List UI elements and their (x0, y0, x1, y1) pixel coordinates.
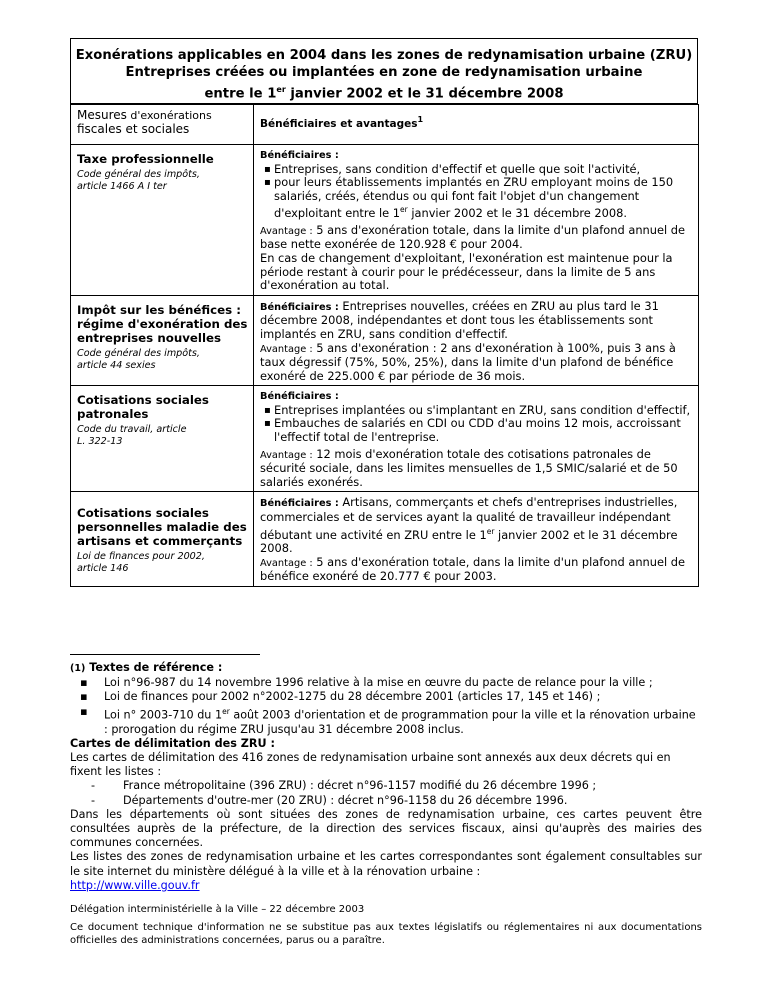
row-2-avantage-text: 5 ans d'exonération : 2 ans d'exonération à 100%, puis 3 ans à taux dégressif (75%, 50%, 25%), dans la limite d'un plafond de bénéfice exonéré de 225.000 € par période de 36 mois. (260, 340, 676, 383)
title-line-2: Entreprises créées ou implantées en zone de redynamisation urbaine (125, 65, 643, 80)
header-mesures (71, 105, 254, 145)
texte-3-sup: er (222, 706, 230, 716)
header-left-b: d'exonérations (126, 109, 212, 122)
row-4-reference: Loi de finances pour 2002, article 146 (77, 551, 205, 575)
row-1-bullets (260, 163, 693, 221)
texte-3a: Loi n° 2003-710 du 1 (104, 708, 223, 722)
row-3-reference: Code du travail, article L. 322-13 (77, 424, 187, 448)
row-1-bullet-2a: pour leurs établissements implantés en ZRU employant moins de 150 salariés, créés, étendus ou qui font fait l'objet d'un changement d'exploitant entre le 1 (274, 175, 674, 221)
row-4-beneficiaires-sup: er (486, 526, 495, 536)
ville-url-link[interactable]: http://www.ville.gouv.fr (70, 878, 200, 892)
exonerations-table (70, 104, 699, 587)
delegation-line: Délégation interministérielle à la Ville – 22 décembre 2003 (70, 903, 365, 915)
row-2-measure: Impôt sur les bénéfices : régime d'exonération des entreprises nouvelles (77, 302, 248, 345)
header-left-c: fiscales et sociales (77, 121, 190, 136)
row-3-detail (254, 386, 699, 492)
row-1-avantage-label: Avantage : (260, 225, 313, 237)
row-3-beneficiaires-label: Bénéficiaires : (260, 391, 339, 403)
row-3-bullets (260, 404, 693, 445)
row-1-avantage (260, 224, 693, 252)
table-row (71, 295, 699, 386)
row-2-beneficiaires-text: Entreprises nouvelles, créées en ZRU au plus tard le 31 décembre 2008, indépendantes et dont tous les établissements sont implantés en ZRU, sans condition d'effectif. (260, 298, 659, 341)
row-1-bullet-2-sup: er (400, 205, 408, 215)
list-item: - France métropolitaine (396 ZRU) : décret n°96-1157 modifié du 26 décembre 1996 ; (123, 779, 702, 793)
paragraph-consultation: Dans les départements où sont situées des zones de redynamisation urbaine, ces cartes peuvent être consultées auprès de la préfecture, de la direction des services fiscaux, ainsi qu'auprès des mairies des communes concernées. (70, 807, 702, 850)
table-row (71, 386, 699, 492)
row-4-measure: Cotisations sociales personnelles maladie des artisans et commerçants (77, 506, 247, 549)
row-3-measure: Cotisations sociales patronales (77, 393, 209, 422)
table-row (71, 145, 699, 296)
row-2-avantage (260, 342, 693, 384)
row-4-beneficiaires-text-a: Artisans, commerçants et chefs d'entreprises industrielles, commerciales et de services ayant la qualité de travailleur indépendant débutant une activité en ZRU entre le 1 (260, 495, 678, 542)
title-line-3-before: entre le 1 (204, 86, 277, 102)
table-header-row (71, 105, 699, 145)
row-2-detail (254, 295, 699, 386)
texte-3b: août 2003 d'orientation et de programmation pour la ville et la rénovation urbaine : prorogation du régime ZRU jusqu'au 31 décembre 2008 inclus. (104, 708, 696, 736)
footnote-separator (70, 654, 260, 655)
list-item: ▪ Embauches de salariés en CDI ou CDD d'au moins 12 mois, accroissant l'effectif total de l'entreprise. (274, 417, 693, 444)
row-2-reference: Code général des impôts, article 44 sexies (77, 347, 200, 371)
list-item: - Départements d'outre-mer (20 ZRU) : décret n°96-1158 du 26 décembre 1996. (123, 794, 702, 808)
cartes-title: Cartes de délimitation des ZRU : (70, 736, 275, 750)
row-4-beneficiaires (260, 496, 693, 555)
row-4-beneficiaires-label: Bénéficiaires : (260, 498, 339, 510)
row-4-mesure (71, 492, 254, 586)
list-item (104, 705, 702, 737)
disclaimer: Ce document technique d'information ne se substitue pas aux textes législatifs ou réglementaires ni aux documentations officielles des administrations concernées, parus ou a paraître. (70, 922, 702, 947)
list-item (274, 176, 693, 221)
textes-title: Textes de référence : (85, 661, 223, 674)
row-4-avantage (260, 556, 693, 584)
row-1-beneficiaires-label: Bénéficiaires : (260, 150, 339, 161)
footnote-marker: (1) (70, 663, 86, 674)
header-right-sup: 1 (417, 115, 424, 124)
table-row (71, 492, 699, 586)
row-4-beneficiaires-text-b: janvier 2002 et le 31 décembre 2008. (260, 527, 678, 556)
title-line-3 (71, 81, 697, 102)
paragraph-internet: Les listes des zones de redynamisation urbaine et les cartes correspondantes sont également consultables sur le site internet du ministère délégué à la ville et à la rénovation urbaine : (70, 850, 702, 878)
row-3-avantage-label: Avantage : (260, 449, 313, 461)
title-line-3-after: janvier 2002 et le 31 décembre 2008 (285, 86, 564, 102)
row-4-avantage-text: 5 ans d'exonération totale, dans la limite d'un plafond annuel de bénéfice exonéré de 20.777 € pour 2003. (260, 554, 686, 584)
row-4-avantage-label: Avantage : (260, 557, 313, 569)
cartes-intro: Les cartes de délimitation des 416 zones de redynamisation urbaine sont annexés aux deux décrets qui en fixent les listes : (70, 750, 671, 779)
list-item: ▪ Entreprises, sans condition d'effectif et quelle que soit l'activité, (274, 163, 693, 177)
textes-list (70, 676, 702, 737)
row-2-beneficiaires-label: Bénéficiaires : (260, 301, 339, 313)
row-1-mesure (71, 145, 254, 296)
title-line-1: Exonérations applicables en 2004 dans les zones de redynamisation urbaine (ZRU) (75, 48, 693, 63)
row-3-avantage (260, 448, 693, 490)
row-1-extra: En cas de changement d'exploitant, l'exonération est maintenue pour la période restant à courir pour le prédécesseur, dans la limite de 5 ans d'exonération au total. (260, 250, 673, 293)
row-2-mesure (71, 295, 254, 386)
row-1-bullet-2b: janvier 2002 et le 31 décembre 2008. (407, 206, 628, 221)
row-1-reference: Code général des impôts, article 1466 A I ter (77, 169, 200, 192)
row-2-beneficiaires (260, 300, 693, 342)
decrets-list (70, 779, 702, 807)
row-1-detail (254, 145, 699, 296)
list-item: ▪ Loi de finances pour 2002 n°2002-1275 du 28 décembre 2001 (articles 17, 145 et 146) ; (104, 690, 702, 704)
header-left-a: Mesures (77, 108, 127, 122)
footnote-section (70, 661, 702, 947)
row-3-mesure (71, 386, 254, 492)
row-3-avantage-text: 12 mois d'exonération totale des cotisations patronales de sécurité sociale, dans les limites mensuelles de 1,5 SMIC/salarié et de 50 salariés exonérés. (260, 446, 678, 489)
textes-heading (70, 661, 702, 676)
list-item: ▪ Loi n°96-987 du 14 novembre 1996 relative à la mise en œuvre du pacte de relance pour la ville ; (104, 676, 702, 690)
row-1-measure: Taxe professionnelle (77, 152, 214, 166)
title-line-3-sup: er (276, 85, 286, 94)
row-2-avantage-label: Avantage : (260, 343, 313, 355)
list-item: ▪ Entreprises implantées ou s'implantant en ZRU, sans condition d'effectif, (274, 404, 693, 418)
row-1-avantage-text: 5 ans d'exonération totale, dans la limite d'un plafond annuel de base nette exonérée de 120.928 € pour 2004. (260, 222, 686, 252)
header-beneficiaires (254, 105, 699, 145)
title-box (70, 38, 698, 104)
url-line (70, 879, 702, 893)
header-right: Bénéficiaires et avantages (260, 117, 418, 130)
row-4-detail (254, 492, 699, 586)
